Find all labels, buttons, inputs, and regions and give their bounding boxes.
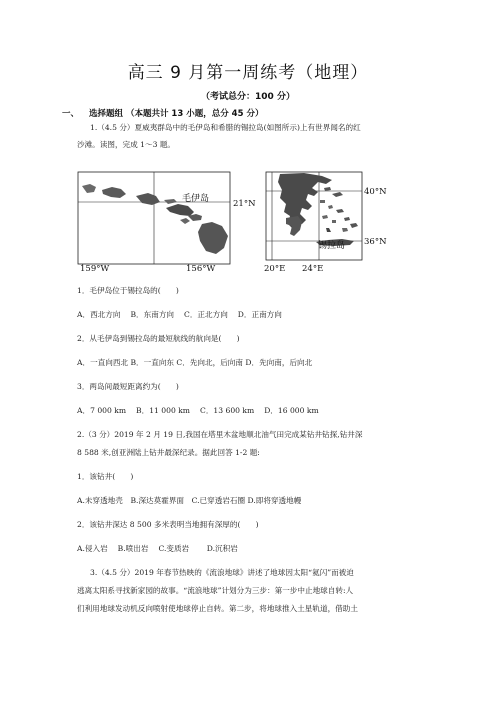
q1-sub1: 1．毛伊岛位于锡拉岛的( ) (77, 286, 179, 295)
q1-sub3-options: A．7 000 km B．11 000 km C．13 600 km D．16 000 km (77, 406, 319, 415)
santorini-lon-right: 24°E (302, 264, 324, 274)
page-subtitle: （考试总分：100 分） (201, 92, 295, 102)
santorini-lon-left: 20°E (264, 264, 286, 274)
page-title: 高三 9 月第一周练考（地理） (127, 63, 369, 83)
q1-sub3: 3．两岛间最短距离约为( ) (77, 382, 179, 391)
section-number: 一、 (62, 109, 80, 119)
q2-sub1: 1．该钻井( ) (77, 472, 134, 481)
section-heading (62, 107, 263, 119)
q1-sub2: 2．从毛伊岛到锡拉岛的最短航线的航向是( ) (77, 334, 240, 343)
maui-lon-right: 156°W (186, 264, 216, 274)
santorini-label: 锡拉岛 (318, 241, 346, 251)
q3-line1: 3.（4.5 分）2019 年春节热映的《流浪地球》讲述了地球因太阳“氦闪”而被迫 (90, 568, 354, 577)
santorini-lat-bottom: 36°N (364, 237, 387, 247)
q1-intro-line1: 1.（4.5 分）夏威夷群岛中的毛伊岛和希腊的锡拉岛(如图所示)上有世界闻名的红 (90, 123, 361, 132)
q3-line3: 们利用地球发动机反向喷射使地球停止自转。第二步，将地球推入土星轨道，借助土 (77, 604, 358, 613)
q1-sub1-options: A．西北方向 B．东南方向 C．正北方向 D．正南方向 (77, 310, 282, 319)
maui-lon-left: 159°W (80, 264, 110, 274)
q1-sub2-options: A．一直向西北 B．一直向东 C．先向北，后向南 D．先向南，后向北 (77, 358, 313, 367)
q1-intro-line2: 沙滩。读图，完成 1～3 题。 (77, 140, 176, 149)
q2-sub2-options: A.侵入岩 B.喷出岩 C.变质岩 D.沉积岩 (77, 544, 238, 553)
q2-sub1-options: A.未穿透地壳 B.深达莫霍界面 C.已穿透岩石圈 D.即将穿透地幔 (77, 496, 302, 505)
section-label: 选择题组 （本题共计 13 小题，总分 45 分） (89, 109, 264, 119)
q2-intro-line2: 8 588 米,创亚洲陆上钻井最深纪录。据此回答 1-2 题: (77, 448, 260, 457)
maui-label: 毛伊岛 (182, 194, 210, 204)
santorini-lat-top: 40°N (364, 187, 387, 197)
maui-map (62, 170, 262, 274)
q3-line2: 逃离太阳系寻找新家园的故事。“流浪地球”计划分为三步：第一步中止地球自转:人 (77, 586, 354, 595)
santorini-map (262, 170, 392, 274)
q2-sub2: 2．该钻井深达 8 500 多米表明当地拥有深厚的( ) (77, 520, 259, 529)
maui-lat-label: 21°N (233, 199, 256, 209)
q2-intro-line1: 2.（3 分）2019 年 2 月 19 日,我国在塔里木盆地顺北油气田完成某钻井钻探,钻井深 (77, 430, 363, 439)
